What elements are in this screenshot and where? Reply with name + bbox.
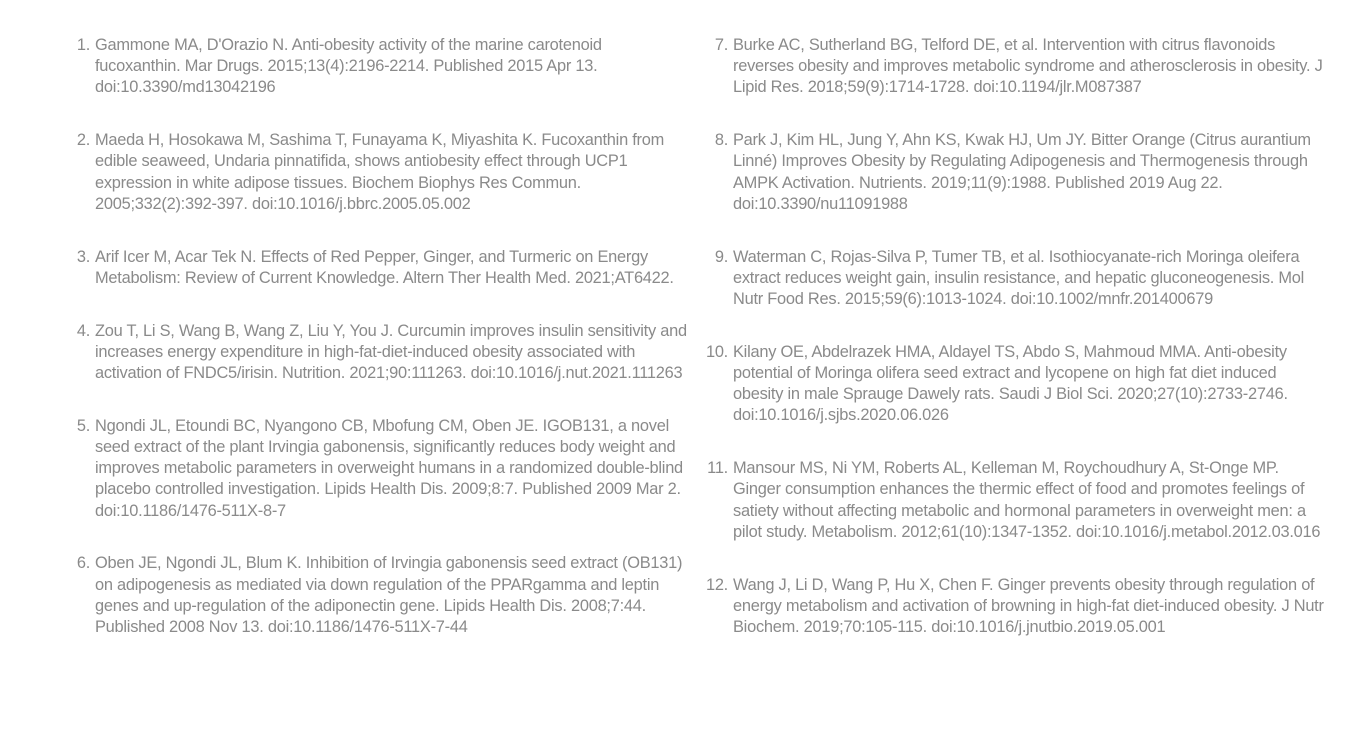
reference-number: 11. [707, 459, 728, 478]
reference-number: 10. [705, 342, 728, 361]
reference-list-left [60, 35, 688, 670]
reference-list-right [698, 35, 1328, 670]
reference-item [698, 130, 1328, 215]
reference-text: Arif Icer M, Acar Tek N. Effects of Red Pepper, Ginger, and Turmeric on Energy Metabolism: Review of Current Knowledge. Altern Ther Health Med. 2021;AT6422. [95, 247, 674, 287]
reference-number: 1. [76, 36, 90, 54]
reference-number: 5. [76, 416, 90, 435]
reference-text: Maeda H, Hosokawa M, Sashima T, Funayama K, Miyashita K. Fucoxanthin from edible seaweed, Undaria pinnatifida, shows antiobesity effect through UCP1 expression in white adipose tissues. Biochem Biophys Res Commun. 2005;332(2):392-397. doi:10.1016/j.bbrc.2005.05.002 [95, 131, 665, 213]
reference-item [60, 247, 688, 289]
reference-text: Wang J, Li D, Wang P, Hu X, Chen F. Ginger prevents obesity through regulation of energy metabolism and activation of browning in high-fat diet-induced obesity. J Nutr Biochem. 2019;70:105-115. doi:10.1016/j.jnutbio.2019.05.001 [733, 575, 1324, 637]
reference-item [698, 342, 1328, 427]
reference-number: 3. [76, 247, 90, 266]
reference-item [60, 130, 688, 215]
reference-text: Gammone MA, D'Orazio N. Anti-obesity activity of the marine carotenoid fucoxanthin. Mar Drugs. 2015;13(4):2196-2214. Published 2015 Apr 13. doi:10.3390/md13042196 [95, 36, 602, 97]
reference-number: 6. [76, 554, 90, 573]
reference-text: Zou T, Li S, Wang B, Wang Z, Liu Y, You J. Curcumin improves insulin sensitivity and increases energy expenditure in high-fat-diet-induced obesity associated with activation of FNDC5/irisin. Nutrition. 2021;90:111263. doi:10.1016/j.nut.2021.111263 [95, 321, 687, 383]
reference-item [60, 416, 688, 522]
reference-text: Ngondi JL, Etoundi BC, Nyangono CB, Mbofung CM, Oben JE. IGOB131, a novel seed extract of the plant Irvingia gabonensis, significantly reduces body weight and improves metabolic parameters in overweight humans in a randomized double-blind placebo controlled investigation. Lipids Health Dis. 2009;8:7. Published 2009 Mar 2. doi:10.1186/1476-511X-8-7 [95, 416, 683, 520]
reference-text: Burke AC, Sutherland BG, Telford DE, et al. Intervention with citrus flavonoids reverses obesity and improves metabolic syndrome and atherosclerosis in obesity. J Lipid Res. 2018;59(9):1714-1728. doi:10.1194/jlr.M087387 [733, 36, 1323, 97]
reference-text: Kilany OE, Abdelrazek HMA, Aldayel TS, Abdo S, Mahmoud MMA. Anti-obesity potential of Moringa olifera seed extract and lycopene on high fat diet induced obesity in male Sprauge Dawely rats. Saudi J Biol Sci. 2020;27(10):2733-2746. doi:10.1016/j.sjbs.2020.06.026 [733, 342, 1288, 425]
reference-item [60, 321, 688, 385]
reference-number: 12. [705, 575, 728, 594]
reference-item [60, 553, 688, 638]
reference-item [698, 247, 1328, 311]
reference-number: 7. [714, 36, 728, 54]
reference-text: Mansour MS, Ni YM, Roberts AL, Kelleman M, Roychoudhury A, St-Onge MP. Ginger consumption enhances the thermic effect of food and promotes feelings of satiety without affecting metabolic and hormonal parameters in overweight men: a pilot study. Metabolism. 2012;61(10):1347-1352. doi:10.1016/j.metabol.2012.03.016 [733, 459, 1321, 541]
reference-number: 2. [76, 131, 90, 150]
reference-item [60, 35, 688, 99]
reference-item [698, 458, 1328, 543]
reference-text: Oben JE, Ngondi JL, Blum K. Inhibition of Irvingia gabonensis seed extract (OB131) on adipogenesis as mediated via down regulation of the PPARgamma and leptin genes and up-regulation of the adiponectin gene. Lipids Health Dis. 2008;7:44. Published 2008 Nov 13. doi:10.1186/1476-511X-7-44 [95, 554, 683, 637]
reference-number: 9. [714, 247, 728, 266]
reference-number: 4. [76, 321, 90, 340]
reference-item [698, 35, 1328, 99]
reference-item [698, 575, 1328, 639]
reference-number: 8. [714, 131, 728, 150]
reference-text: Waterman C, Rojas-Silva P, Tumer TB, et al. Isothiocyanate-rich Moringa oleifera extract reduces weight gain, insulin resistance, and hepatic gluconeogenesis. Mol Nutr Food Res. 2015;59(6):1013-1024. doi:10.1002/mnfr.201400679 [733, 247, 1305, 309]
reference-text: Park J, Kim HL, Jung Y, Ahn KS, Kwak HJ, Um JY. Bitter Orange (Citrus aurantium Linné) Improves Obesity by Regulating Adipogenesis and Thermogenesis through AMPK Activation. Nutrients. 2019;11(9):1988. Published 2019 Aug 22. doi:10.3390/nu11091988 [733, 131, 1311, 213]
